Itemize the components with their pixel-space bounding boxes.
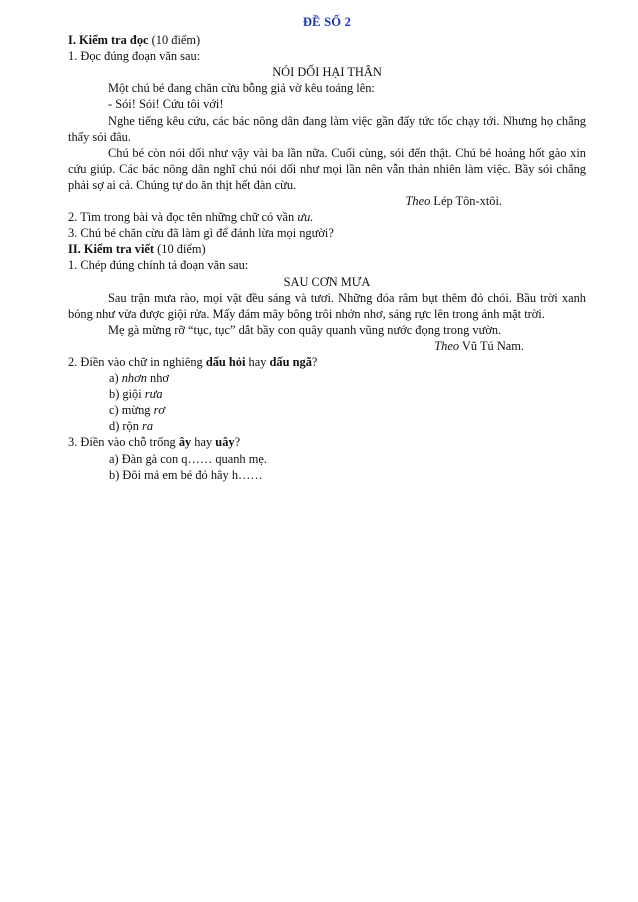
part1-question-1: 1. Đọc đúng đoạn văn sau: — [68, 49, 201, 64]
story-title: NÓI DỐI HẠI THÂN — [272, 65, 382, 80]
q3-option-a: a) Đàn gà con q…… quanh mẹ. — [109, 451, 267, 466]
q2-option-d-label: d) rộn — [109, 419, 143, 434]
q2-option-b-label: b) giội — [109, 387, 145, 402]
part2-question-2-text: 2. Điền vào chữ in nghiêng — [68, 354, 206, 369]
exam-title: ĐỀ SỐ 2 — [302, 15, 352, 29]
q3-option-b: b) Đôi má em bé đỏ hây h…… — [109, 467, 263, 482]
q2-option-a-rest: nhơ — [146, 371, 169, 386]
part1-heading-points: (10 điểm) — [148, 33, 201, 48]
story-paragraph-2: - Sói! Sói! Cứu tôi với! — [108, 97, 224, 112]
q2-option-c-label: c) mừng — [109, 403, 154, 418]
q2-option-b-italic: rưa — [144, 387, 163, 402]
q2-option-a-italic: nhơn — [121, 371, 147, 386]
story-source-prefix: Theo — [405, 194, 431, 209]
q2-option-d-italic: ra — [142, 419, 154, 434]
story-paragraph-3: Nghe tiếng kêu cứu, các bác nông dân đang làm việc gần đấy tức tốc chạy tới. Nhưng họ chẳng thấy sói đâu. — [68, 113, 586, 144]
part2-question-3-bold-1: ây — [178, 435, 192, 450]
part2-question-2-end: ? — [311, 354, 318, 369]
q2-option-c — [68, 402, 586, 418]
story-source — [68, 193, 586, 209]
part1-question-2-text: 2. Tìm trong bài và đọc tên những chữ có vần — [68, 210, 298, 225]
story-paragraph-4: Chú bé còn nói dối như vậy vài ba lần nữa. Cuối cùng, sói đến thật. Chú bé hoảng hốt gào xin cứu giúp. Các bác nông dân nghĩ chú nói dối như mọi lần nên vẫn thản nhiên làm việc. Bầy sói chẳng phải sợ ai cả. Chúng tự do ăn thịt hết đàn cừu. — [68, 145, 586, 192]
part1-question-2 — [68, 209, 586, 225]
q2-option-a — [68, 370, 586, 386]
part1-heading-bold: I. Kiểm tra đọc — [68, 33, 149, 48]
part2-question-2-bold-1: dấu hỏi — [205, 354, 246, 369]
q2-option-d — [68, 418, 586, 434]
q2-option-a-label: a) — [109, 371, 122, 386]
part1-question-2-vowel: ưu. — [297, 210, 314, 225]
story-paragraph-1: Một chú bé đang chăn cừu bỗng giả vờ kêu toáng lên: — [108, 81, 375, 96]
part2-question-2-mid: hay — [245, 354, 270, 369]
part2-question-2-bold-2: dấu ngã — [269, 354, 312, 369]
part1-question-3: 3. Chú bé chăn cừu đã làm gì để đánh lừa mọi người? — [68, 226, 334, 241]
part2-question-3 — [68, 434, 586, 450]
passage-title: SAU CƠN MƯA — [283, 274, 371, 289]
part2-question-3-text: 3. Điền vào chỗ trống — [68, 435, 179, 450]
passage-source-author: Vũ Tú Nam. — [459, 338, 524, 353]
passage-paragraph-2: Mẹ gà mừng rỡ “tục, tục” dắt bầy con quây quanh vũng nước đọng trong vườn. — [108, 322, 502, 337]
part2-question-3-end: ? — [234, 435, 241, 450]
q2-option-c-italic: rơ — [153, 403, 166, 418]
passage-paragraph-1: Sau trận mưa rào, mọi vật đều sáng và tươi. Những đóa râm bụt thêm đỏ chói. Bầu trời xanh bóng như vừa được giội rửa. Mấy đám mây bông trôi nhởn nhơ, sáng rực lên trong ánh mặt trời. — [68, 290, 586, 321]
passage-source-prefix: Theo — [434, 338, 460, 353]
part1-heading — [68, 32, 586, 48]
passage-source — [68, 338, 586, 354]
q2-option-b — [68, 386, 586, 402]
story-source-author: Lép Tôn-xtôi. — [430, 194, 502, 209]
part2-question-2 — [68, 354, 586, 370]
part2-heading-points: (10 điểm) — [154, 242, 206, 257]
part2-question-1: 1. Chép đúng chính tả đoạn văn sau: — [68, 258, 249, 273]
part2-heading-bold: II. Kiểm tra viết — [68, 242, 155, 257]
part2-heading — [68, 241, 586, 257]
part2-question-3-mid: hay — [191, 435, 216, 450]
part2-question-3-bold-2: uây — [215, 435, 235, 450]
